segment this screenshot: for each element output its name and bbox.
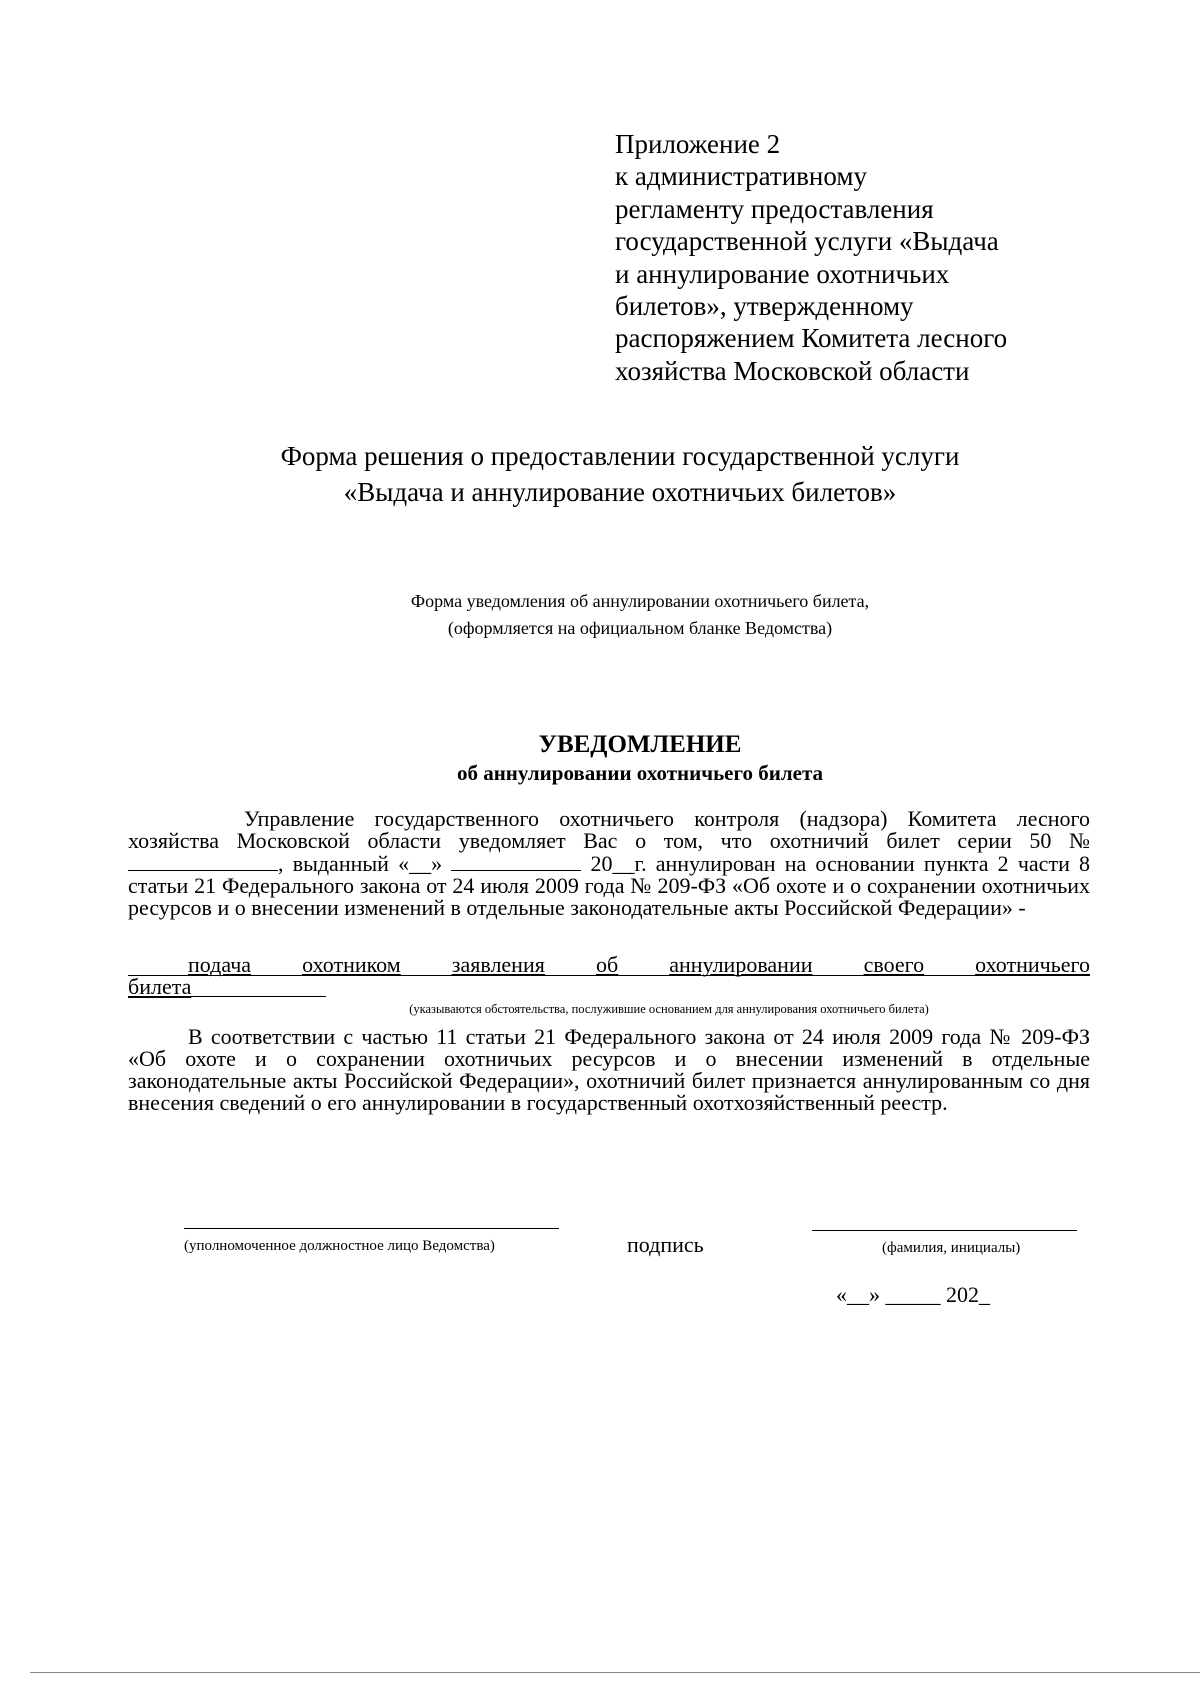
form-title-line1: Форма решения о предоставлении государственной услуги (280, 441, 960, 471)
reason-word: охотничьего (975, 952, 1090, 977)
paragraph-1-part-1: Управление государственного охотничьего контроля (надзора) Комитета лесного хозяйства Московской области уведомляет Вас о том, что охотничий билет серии 50 № (128, 806, 1090, 853)
reason-word: охотником (302, 952, 401, 977)
official-caption: (уполномоченное должностное лицо Ведомства) (184, 1238, 495, 1254)
appendix-line: Приложение 2 (615, 129, 781, 159)
appendix-line: хозяйства Московской области (615, 355, 970, 386)
appendix-block (615, 128, 1075, 387)
notice-title: УВЕДОМЛЕНИЕ (538, 731, 742, 758)
official-signature-line (184, 1228, 559, 1229)
paragraph-1-part-3: 20__г. аннулирован на основании пункта 2 части 8 статьи 21 Федерального закона от 24 июля 2009 года № 209-ФЗ «Об охоте и о сохранении охотничьих ресурсов и о внесении изменений в отдельные законодательные акты Российской Федерации» - (128, 851, 1091, 920)
annulment-reason (128, 954, 1090, 998)
reason-line-2 (128, 976, 1090, 998)
reason-word: подача (188, 952, 252, 977)
reason-tail-blank (191, 976, 326, 997)
signature-label: подпись (627, 1232, 704, 1257)
notice-form-description (300, 588, 980, 642)
paragraph-1-part-2: , выданный «__» (278, 851, 443, 876)
issue-date-blank (451, 852, 581, 871)
notice-form-line2: (оформляется на официальном бланке Ведомства) (447, 618, 833, 638)
notice-subtitle: об аннулировании охотничьего билета (456, 761, 824, 785)
notice-form-line1: Форма уведомления об аннулировании охотничьего билета, (410, 591, 870, 611)
appendix-line: регламенту предоставления (615, 193, 934, 224)
reason-caption: (указываются обстоятельства, послужившие основанием для аннулирования охотничьего билета) (409, 1002, 929, 1016)
form-title-line2: «Выдача и аннулирование охотничьих билетов» (343, 477, 897, 507)
reason-word: об (595, 952, 619, 977)
signature-date: «__» _____ 202_ (836, 1282, 990, 1307)
ticket-number-blank (128, 852, 278, 871)
notice-paragraph-1 (128, 808, 1090, 919)
name-signature-line (812, 1230, 1077, 1231)
form-title (150, 438, 1090, 510)
appendix-line: распоряжением Комитета лесного (615, 323, 1008, 354)
appendix-line: билетов», утвержденному (615, 291, 914, 322)
appendix-line: и аннулирование охотничьих (615, 258, 950, 289)
name-caption: (фамилия, инициалы) (882, 1240, 1021, 1256)
reason-last-word: билета (128, 974, 192, 999)
notice-heading (300, 730, 980, 786)
notice-paragraph-2: В соответствии с частью 11 статьи 21 Федерального закона от 24 июля 2009 года № 209-ФЗ «Об охоте и о сохранении охотничьих ресурсов и о внесении изменений в отдельные законодательные акты Российской Федерации», охотничий билет признается аннулированным со дня внесения сведений о его аннулировании в государственный охотхозяйственный реестр. (128, 1024, 1090, 1115)
reason-line-1 (128, 954, 1090, 976)
reason-word: своего (863, 952, 925, 977)
reason-word: заявления (451, 952, 545, 977)
appendix-line: государственной услуги «Выдача (615, 226, 999, 257)
bottom-scan-edge (30, 1672, 1200, 1673)
appendix-line: к административному (615, 161, 867, 192)
reason-word: аннулировании (669, 952, 813, 977)
